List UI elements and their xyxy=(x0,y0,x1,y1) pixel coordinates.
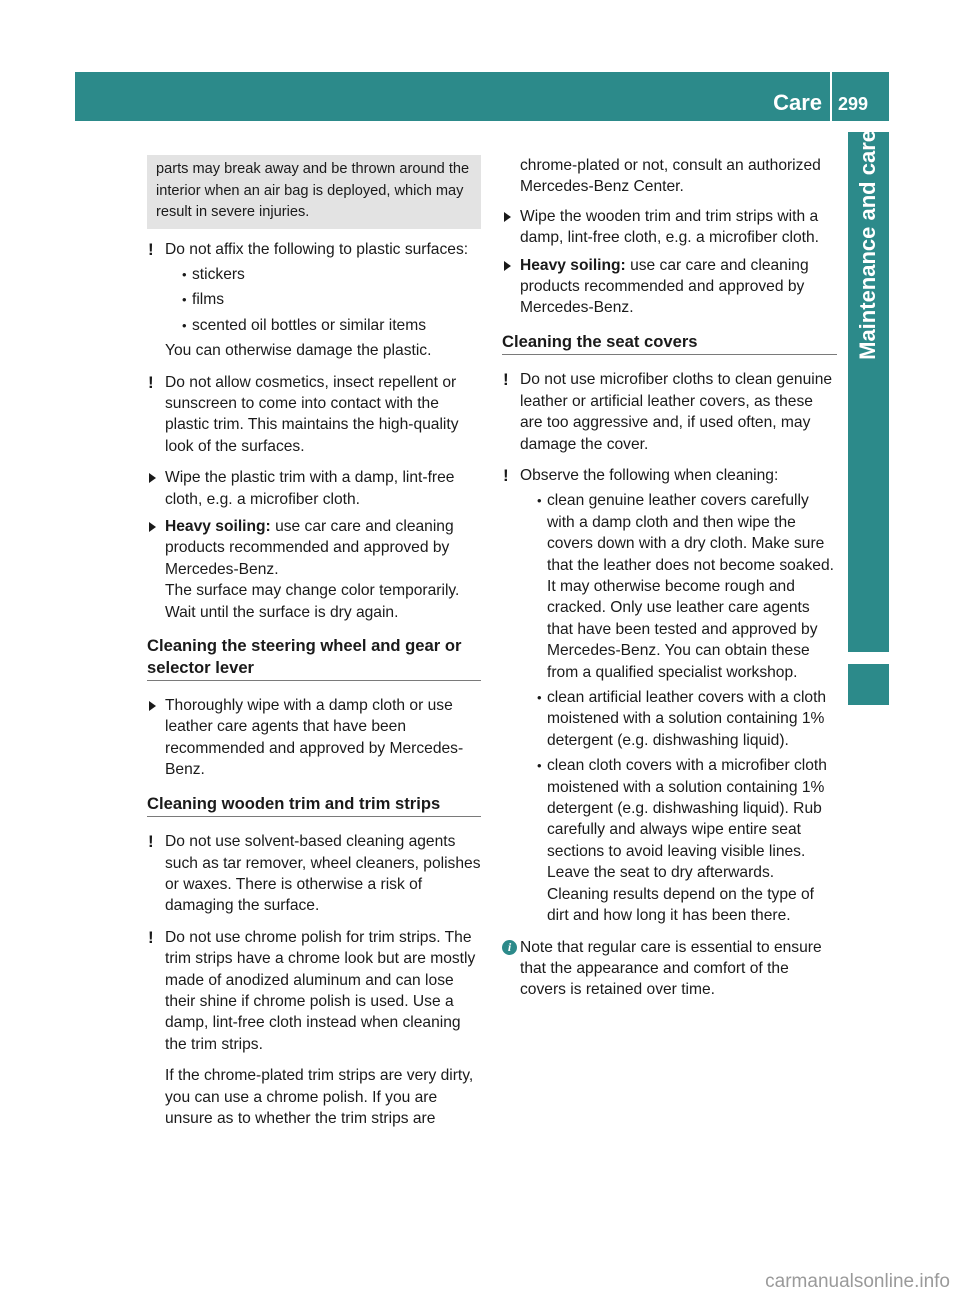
action-text-line2: The surface may change color temporarily. Wait until the surface is dry again. xyxy=(165,582,460,621)
bullet-list xyxy=(165,264,481,336)
note-text: Do not use solvent-based cleaning agents such as tar remover, wheel cleaners, polishes or waxes. There is otherwise a risk of damaging the surface. xyxy=(165,833,481,915)
info-text: Note that regular care is essential to ensure that the appearance and comfort of the covers is retained over time. xyxy=(520,938,822,999)
exclamation-icon: ! xyxy=(148,927,154,947)
arrow-icon xyxy=(149,701,156,711)
action-heavy-soiling-right xyxy=(502,255,837,319)
note-chrome-cont: If the chrome-plated trim strips are very dirty, you can use a chrome polish. If you are unsure as to whether the trim strips are xyxy=(165,1067,474,1127)
note-after: You can otherwise damage the plastic. xyxy=(165,342,432,360)
continued-text: chrome-plated or not, consult an authorized Mercedes-Benz Center. xyxy=(520,157,821,196)
heading-steering-wheel: Cleaning the steering wheel and gear or selector lever xyxy=(147,635,481,681)
note-microfiber xyxy=(502,369,837,455)
side-tab-label: Maintenance and care xyxy=(855,130,880,360)
watermark: carmanualsonline.info xyxy=(765,1271,950,1292)
warning-box: parts may break away and be thrown around the interior when an air bag is deployed, which may result in severe injuries. xyxy=(147,155,481,229)
action-bold: Heavy soiling: xyxy=(520,256,626,274)
action-wipe-steering xyxy=(147,695,481,781)
exclamation-icon: ! xyxy=(503,370,509,390)
exclamation-icon: ! xyxy=(148,372,154,392)
arrow-icon xyxy=(504,212,511,222)
bullet-list xyxy=(520,490,837,926)
arrow-icon xyxy=(504,261,511,271)
info-icon: i xyxy=(502,940,517,955)
note-text: Do not use chrome polish for trim strips. The trim strips have a chrome look but are mostly made of anodized aluminum and can lose their shine if chrome polish is used. Use a damp, lint-free cloth instead when cleaning the trim strips. xyxy=(165,928,476,1053)
action-text: Wipe the wooden trim and trim strips with a damp, lint-free cloth, e.g. a microfiber cloth. xyxy=(520,207,820,247)
exclamation-icon: ! xyxy=(503,465,509,485)
exclamation-icon: ! xyxy=(148,239,154,259)
action-text: use car care and cleaning products recommended and approved by Mercedes-Benz. xyxy=(165,517,454,578)
action-wipe-wooden xyxy=(502,206,837,249)
note-text: Do not use microfiber cloths to clean genuine leather or artificial leather covers, as these are too aggressive and, if used often, may damage the cover. xyxy=(520,371,833,453)
action-heavy-soiling xyxy=(147,516,481,623)
left-column xyxy=(147,155,481,1139)
arrow-icon xyxy=(149,522,156,532)
list-item: • clean cloth covers with a microfiber cloth moistened with a solution containing 1% detergent (e.g. dishwashing liquid). Rub carefully and always wipe entire seat sections to avoid leaving visible lines. Leave the seat to dry afterwards. Cleaning results depend on the type of dirt and how long it has been there. xyxy=(537,755,837,926)
note-cosmetics xyxy=(147,372,481,458)
note-text: Do not affix the following to plastic surfaces: xyxy=(165,240,469,258)
info-note xyxy=(502,937,837,1001)
action-text: Wipe the plastic trim with a damp, lint-free cloth, e.g. a microfiber cloth. xyxy=(165,469,455,508)
note-chrome-polish xyxy=(147,927,481,1055)
section-title: Care xyxy=(773,90,822,115)
list-item: • stickers xyxy=(182,264,481,285)
action-bold: Heavy soiling: xyxy=(165,517,271,535)
list-item: • scented oil bottles or similar items xyxy=(182,315,481,336)
action-wipe-plastic xyxy=(147,467,481,510)
note-solvent xyxy=(147,831,481,917)
list-item: • clean artificial leather covers with a cloth moistened with a solution containing 1% detergent (e.g. dishwashing liquid). xyxy=(537,687,837,751)
arrow-icon xyxy=(149,473,156,483)
note-plastic-surfaces xyxy=(147,239,481,362)
list-item: • films xyxy=(182,289,481,310)
page-number: 299 xyxy=(838,94,869,114)
action-text: Thoroughly wipe with a damp cloth or use leather care agents that have been recommended and approved by Mercedes-Benz. xyxy=(165,697,464,779)
side-tab-marker xyxy=(848,664,889,705)
header-divider xyxy=(830,72,832,121)
note-observe-cleaning xyxy=(502,465,837,927)
action-text: use car care and cleaning products recommended and approved by Mercedes-Benz. xyxy=(520,256,809,317)
exclamation-icon: ! xyxy=(148,832,154,852)
right-column xyxy=(502,155,837,1011)
heading-seat-covers: Cleaning the seat covers xyxy=(502,331,837,356)
heading-wooden-trim: Cleaning wooden trim and trim strips xyxy=(147,793,481,818)
list-item: • clean genuine leather covers carefully with a damp cloth and then wipe the covers down with a dry cloth. Make sure that the leather does not become soaked. It may otherwise become rough and cracked. Only use leather care agents that have been tested and approved by Mercedes-Benz. You can obtain these from a qualified specialist workshop. xyxy=(537,490,837,683)
note-text: Do not allow cosmetics, insect repellent or sunscreen to come into contact with the plastic trim. This maintains the high-quality look of the surfaces. xyxy=(165,373,459,455)
note-text: Observe the following when cleaning: xyxy=(520,466,779,484)
